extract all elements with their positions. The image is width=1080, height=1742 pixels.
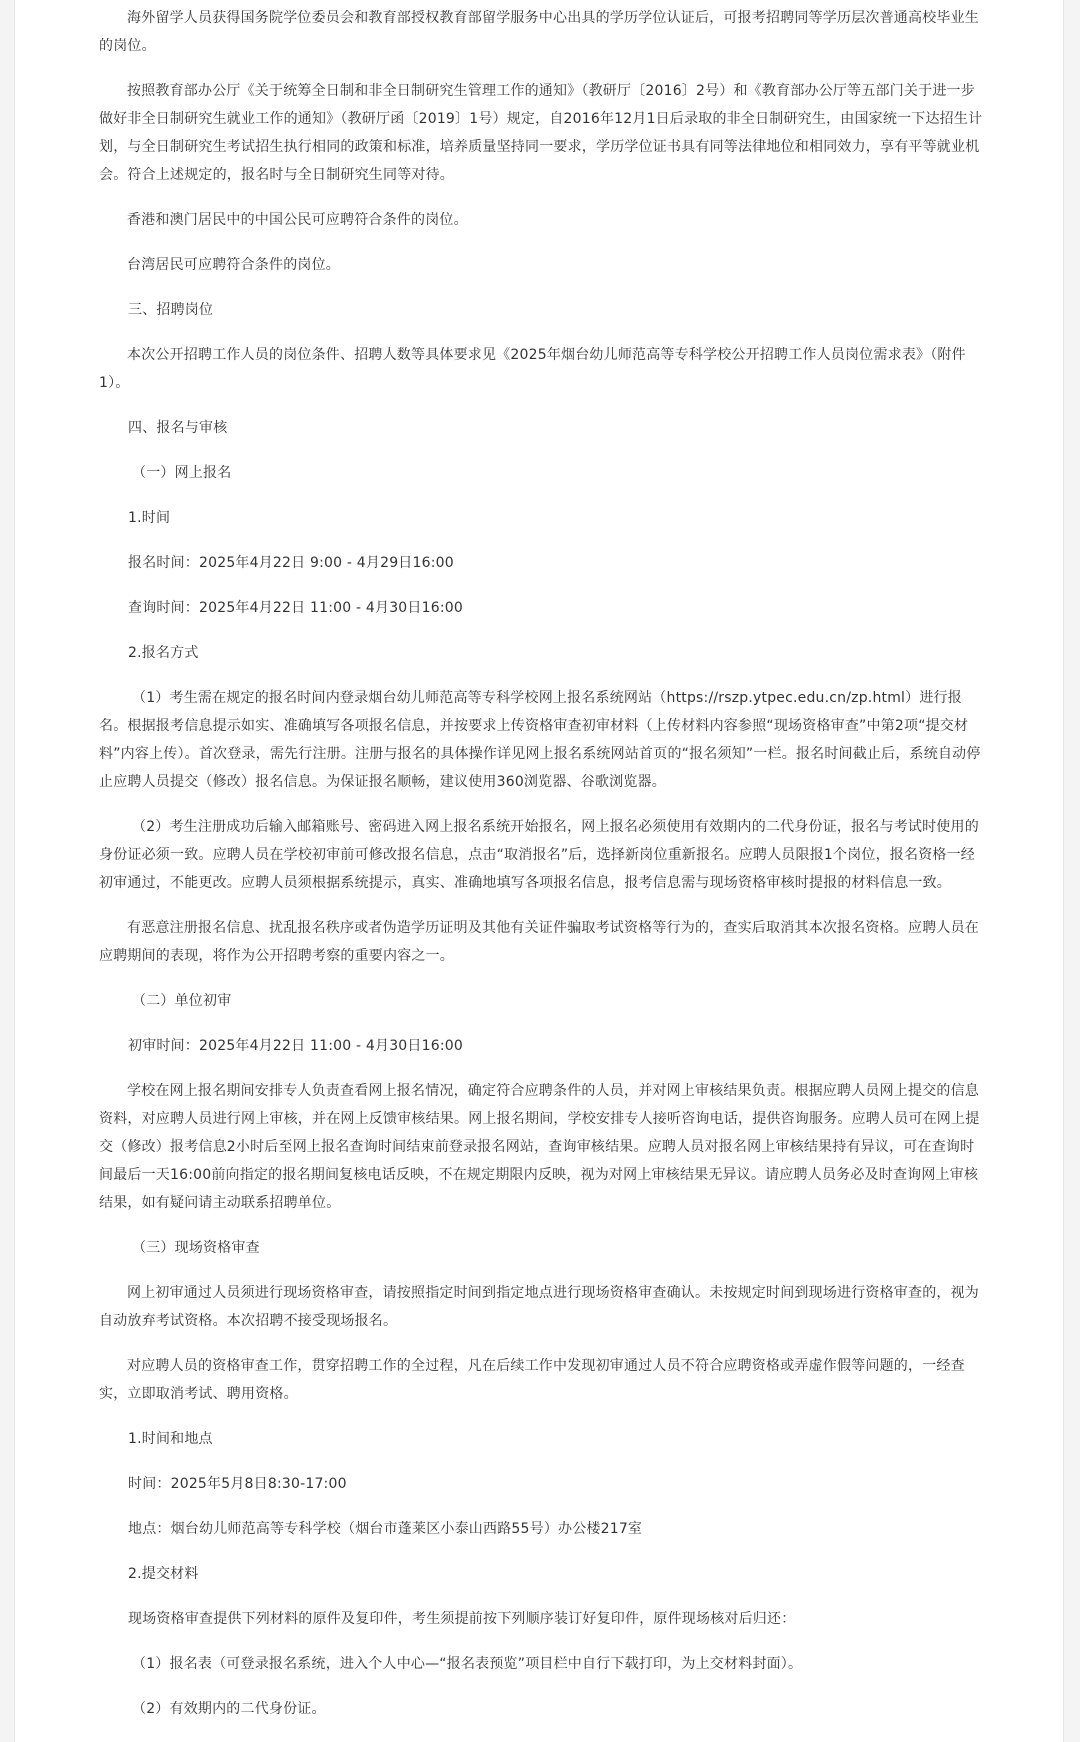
paragraph: 香港和澳门居民中的中国公民可应聘符合条件的岗位。	[127, 212, 468, 228]
paragraph: 按照教育部办公厅《关于统筹全日制和非全日制研究生管理工作的通知》（教研厅〔2016〕2号）和《教育部办公厅等五部门关于进一步做好非全日制研究生就业工作的通知》（教研厅函〔2019〕1号）规定，自2016年12月1日后录取的非全日制研究生，由国家统一下达招生计划，与全日制研究生考试招生执行相同的政策和标准，培养质量坚持同一要求，学历学位证书具有同等法律地位和相同效力，享有平等就业机会。符合上述规定的，报名时与全日制研究生同等对待。	[99, 83, 983, 183]
paragraph: （2）考生注册成功后输入邮箱账号、密码进入网上报名系统开始报名，网上报名必须使用有效期内的二代身份证，报名与考试时使用的身份证必须一致。应聘人员在学校初审前可修改报名信息，点击“取消报名”后，选择新岗位重新报名。应聘人员限报1个岗位，报名资格一经初审通过，不能更改。应聘人员须根据系统提示，真实、准确地填写各项报名信息，报考信息需与现场资格审核时提报的材料信息一致。	[99, 819, 979, 891]
paragraph: 查询时间：2025年4月22日 11:00 - 4月30日16:00	[128, 600, 463, 616]
item-heading: 1.时间和地点	[128, 1431, 213, 1447]
subsection-heading: （二）单位初审	[132, 993, 232, 1009]
paragraph: 海外留学人员获得国务院学位委员会和教育部授权教育部留学服务中心出具的学历学位认证后，可报考招聘同等学历层次普通高校毕业生的岗位。	[99, 10, 979, 54]
paragraph: （1）考生需在规定的报名时间内登录烟台幼儿师范高等专科学校网上报名系统网站（https://rszp.ytpec.edu.cn/zp.html）进行报名。根据报考信息提示如实、准确填写各项报名信息，并按要求上传资格审查初审材料（上传材料内容参照“现场资格审查”中第2项“提交材料”内容上传）。首次登录，需先行注册。注册与报名的具体操作详见网上报名系统网站首页的“报名须知”一栏。报名时间截止后，系统自动停止应聘人员提交（修改）报名信息。为保证报名顺畅，建议使用360浏览器、谷歌浏览器。	[99, 690, 981, 790]
paragraph: 现场资格审查提供下列材料的原件及复印件，考生须提前按下列顺序装订好复印件，原件现场核对后归还：	[128, 1611, 796, 1627]
subsection-heading: （一）网上报名	[132, 465, 232, 481]
paragraph: 网上初审通过人员须进行现场资格审查，请按照指定时间到指定地点进行现场资格审查确认。未按规定时间到现场进行资格审查的，视为自动放弃考试资格。本次招聘不接受现场报名。	[99, 1285, 979, 1329]
item-heading: 1.时间	[128, 510, 171, 526]
paragraph: 初审时间：2025年4月22日 11:00 - 4月30日16:00	[128, 1038, 463, 1054]
paragraph: 有恶意注册报名信息、扰乱报名秩序或者伪造学历证明及其他有关证件骗取考试资格等行为的，查实后取消其本次报名资格。应聘人员在应聘期间的表现，将作为公开招聘考察的重要内容之一。	[99, 920, 979, 964]
section-heading: 四、报名与审核	[128, 420, 228, 436]
paragraph: 地点：烟台幼儿师范高等专科学校（烟台市蓬莱区小泰山西路55号）办公楼217室	[128, 1521, 643, 1537]
section-heading: 三、招聘岗位	[128, 302, 214, 318]
paragraph: 本次公开招聘工作人员的岗位条件、招聘人数等具体要求见《2025年烟台幼儿师范高等专科学校公开招聘工作人员岗位需求表》（附件1）。	[99, 347, 966, 391]
paragraph: 报名时间：2025年4月22日 9:00 - 4月29日16:00	[128, 555, 454, 571]
article-body	[99, 4, 984, 1740]
item-heading: 2.报名方式	[128, 645, 199, 661]
paragraph: 台湾居民可应聘符合条件的岗位。	[127, 257, 340, 273]
subsection-heading: （三）现场资格审查	[132, 1240, 260, 1256]
paragraph: 对应聘人员的资格审查工作，贯穿招聘工作的全过程，凡在后续工作中发现初审通过人员不符合应聘资格或弄虚作假等问题的，一经查实，立即取消考试、聘用资格。	[99, 1358, 965, 1402]
list-item: （1）报名表（可登录报名系统，进入个人中心—“报名表预览”项目栏中自行下载打印，为上交材料封面）。	[132, 1656, 803, 1672]
list-item: （2）有效期内的二代身份证。	[132, 1701, 326, 1717]
paragraph: 学校在网上报名期间安排专人负责查看网上报名情况，确定符合应聘条件的人员，并对网上审核结果负责。根据应聘人员网上提交的信息资料，对应聘人员进行网上审核，并在网上反馈审核结果。网上报名期间，学校安排专人接听咨询电话，提供咨询服务。应聘人员可在网上提交（修改）报考信息2小时后至网上报名查询时间结束前登录报名网站，查询审核结果。应聘人员对报名网上审核结果持有异议，可在查询时间最后一天16:00前向指定的报名期间复核电话反映，不在规定期限内反映，视为对网上审核结果无异议。请应聘人员务必及时查询网上审核结果，如有疑问请主动联系招聘单位。	[99, 1083, 980, 1211]
document-page	[14, 0, 1064, 1742]
item-heading: 2.提交材料	[128, 1566, 199, 1582]
paragraph: 时间：2025年5月8日8:30-17:00	[128, 1476, 347, 1492]
